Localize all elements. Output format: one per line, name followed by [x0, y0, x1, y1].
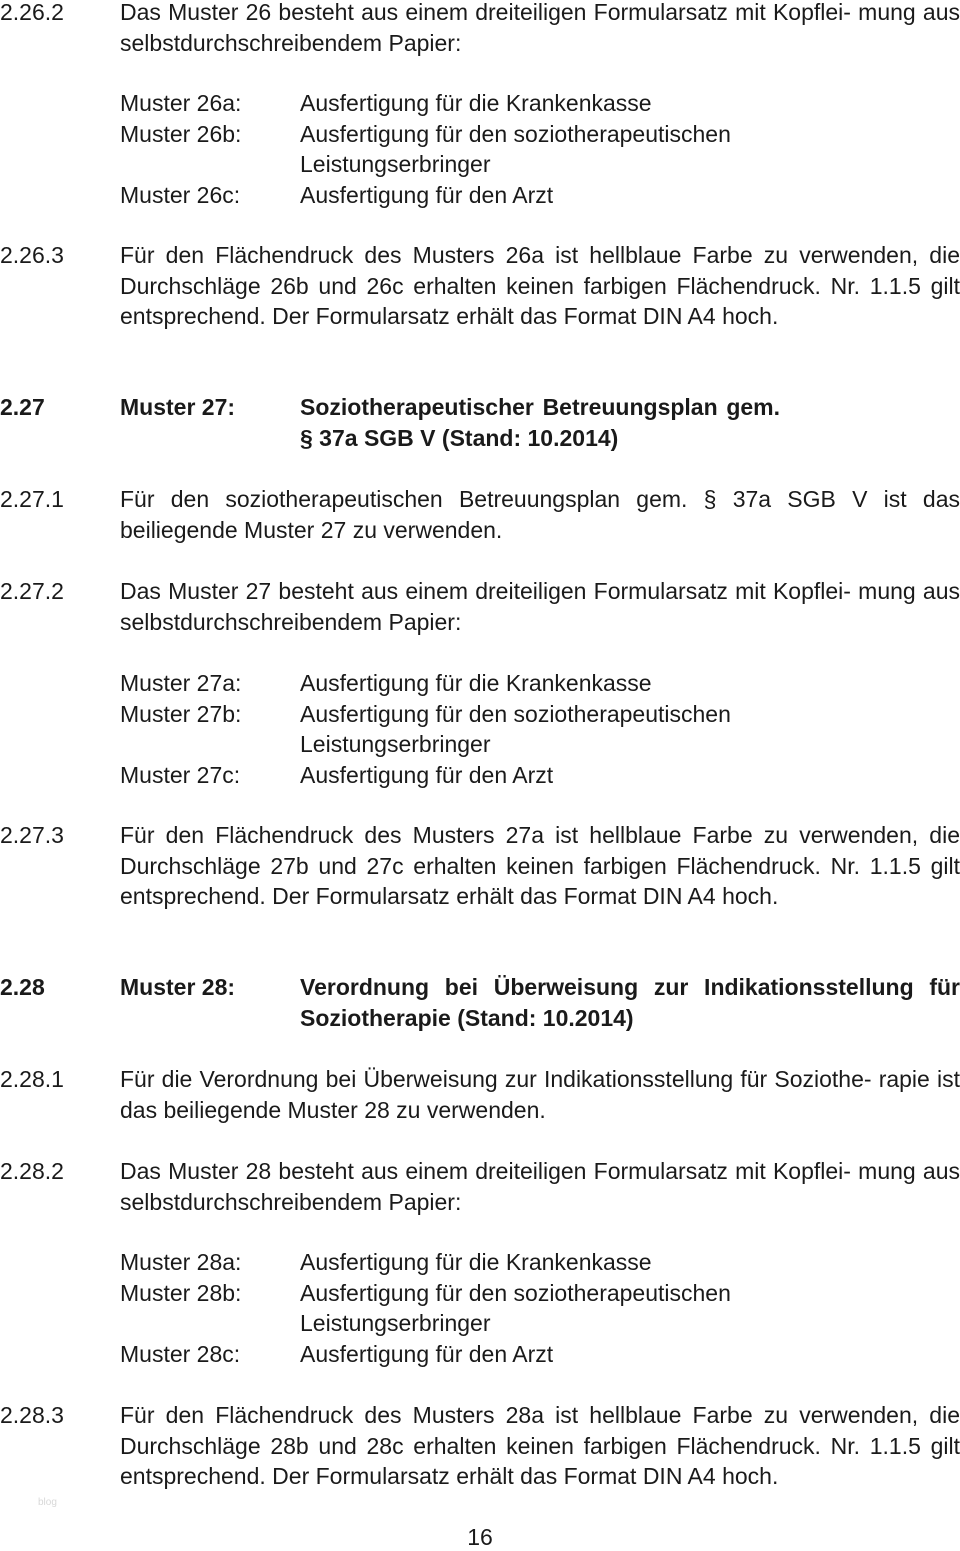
section-number: 2.27.3 [0, 822, 64, 848]
muster-label: Muster 26b: [120, 120, 242, 147]
muster-26-list [120, 88, 960, 210]
section-text: Für die Verordnung bei Überweisung zur Indikationsstellung für Soziothe- rapie ist das beiliegende Muster 28 zu verwenden. [120, 1066, 960, 1123]
watermark: blog [38, 1497, 57, 1508]
muster-label: Muster 28c: [120, 1340, 241, 1367]
page-number: 16 [467, 1524, 493, 1550]
muster-description: Ausfertigung für die Krankenkasse [300, 1249, 652, 1275]
list-item [120, 180, 960, 211]
section-number: 2.26.2 [0, 0, 64, 25]
heading-label: Muster 28: [120, 974, 236, 1000]
section-text: Für den Flächendruck des Musters 27a ist hellblaue Farbe zu verwenden, die Durchschläge 27b und 27c erhalten keinen farbigen Flächendruck. Nr. 1.1.5 gilt entsprechend. Der Formularsatz erhält das Format DIN A4 hoch. [120, 822, 960, 909]
list-item [120, 668, 960, 699]
section-text: Für den Flächendruck des Musters 26a ist hellblaue Farbe zu verwenden, die Durchschläge 26b und 26c erhalten keinen farbigen Flächendruck. Nr. 1.1.5 gilt entsprechend. Der Formularsatz erhält das Format DIN A4 hoch. [120, 242, 960, 329]
list-item [120, 119, 960, 180]
muster-label: Muster 27b: [120, 700, 242, 727]
section-text: Das Muster 28 besteht aus einem dreiteiligen Formularsatz mit Kopflei- mung aus selbstdurchschreibendem Papier: [120, 1158, 960, 1215]
muster-description: Ausfertigung für die Krankenkasse [300, 670, 652, 696]
muster-label: Muster 28a: [120, 1249, 242, 1275]
list-item [120, 1339, 960, 1370]
heading-label: Muster 27: [120, 394, 236, 420]
section-number: 2.28 [0, 974, 45, 1000]
muster-label: Muster 26a: [120, 90, 242, 116]
muster-label: Muster 27a: [120, 670, 242, 696]
muster-27-list [120, 668, 960, 790]
section-number: 2.26.3 [0, 242, 64, 268]
muster-28-list [120, 1247, 960, 1369]
section-text: Das Muster 26 besteht aus einem dreiteiligen Formularsatz mit Kopflei- mung aus selbstdurchschreibendem Papier: [120, 0, 960, 56]
muster-description: Ausfertigung für den soziotherapeutischen Leistungserbringer [300, 120, 731, 177]
muster-description: Ausfertigung für den Arzt [300, 1340, 554, 1367]
list-item [120, 760, 960, 791]
section-text: Für den Flächendruck des Musters 28a ist hellblaue Farbe zu verwenden, die Durchschläge 28b und 28c erhalten keinen farbigen Flächendruck. Nr. 1.1.5 gilt entsprechend. Der Formularsatz erhält das Format DIN A4 hoch. [120, 1402, 960, 1489]
section-text: Das Muster 27 besteht aus einem dreiteiligen Formularsatz mit Kopflei- mung aus selbstdurchschreibendem Papier: [120, 578, 960, 635]
section-number: 2.28.3 [0, 1402, 64, 1428]
list-item [120, 1278, 960, 1339]
muster-label: Muster 26c: [120, 181, 241, 208]
muster-description: Ausfertigung für den soziotherapeutischen Leistungserbringer [300, 1279, 731, 1336]
muster-label: Muster 28b: [120, 1279, 242, 1306]
heading-title: Soziotherapeutischer Betreuungsplan gem. § 37a SGB V (Stand: 10.2014) [300, 394, 780, 451]
section-number: 2.28.2 [0, 1158, 64, 1184]
list-item [120, 1247, 960, 1278]
muster-description: Ausfertigung für die Krankenkasse [300, 90, 652, 116]
list-item [120, 699, 960, 760]
section-text: Für den soziotherapeutischen Betreuungsplan gem. § 37a SGB V ist das beiliegende Muster 27 zu verwenden. [120, 486, 960, 543]
section-number: 2.27.2 [0, 578, 64, 604]
section-number: 2.27.1 [0, 486, 64, 512]
list-item [120, 88, 960, 119]
muster-description: Ausfertigung für den Arzt [300, 181, 554, 208]
section-number: 2.28.1 [0, 1066, 64, 1092]
section-number: 2.27 [0, 394, 45, 420]
muster-description: Ausfertigung für den soziotherapeutischen Leistungserbringer [300, 700, 731, 757]
heading-title: Verordnung bei Überweisung zur Indikationsstellung für Soziotherapie (Stand: 10.2014) [300, 974, 960, 1031]
muster-description: Ausfertigung für den Arzt [300, 761, 554, 788]
muster-label: Muster 27c: [120, 761, 241, 788]
